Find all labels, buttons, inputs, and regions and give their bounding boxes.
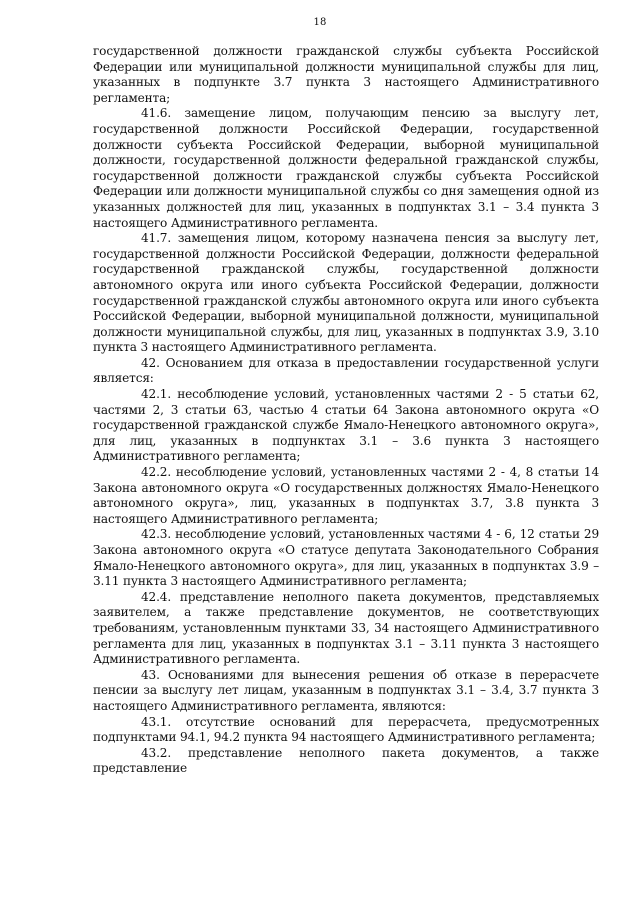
paragraph-41-6: 41.6. замещение лицом, получающим пенсию за выслугу лет, государственной должности Российской Федерации, государственной должности субъекта Российской Федерации, выборной муниципальной должности, государственной должности федеральной гражданской службы, государственной должности гражданской службы субъекта Российской Федерации или должности муниципальной службы со дня замещения одной из указанных должностей для лиц, указанных в подпунктах 3.1 – 3.4 пункта 3 настоящего Административного регламента. xyxy=(93,106,599,230)
paragraph-41-7: 41.7. замещения лицом, которому назначена пенсия за выслугу лет, государственной должности Российской Федерации, должности федеральной государственной гражданской службы, государственной должности автономного округа или иного субъекта Российской Федерации, должности государственной гражданской службы автономного округа или иного субъекта Российской Федерации, выборной муниципальной должности, муниципальной должности муниципальной службы, для лиц, указанных в подпунктах 3.9, 3.10 пункта 3 настоящего Административного регламента. xyxy=(93,231,599,355)
page-number: 18 xyxy=(313,17,327,28)
paragraph-continuation: государственной должности гражданской службы субъекта Российской Федерации или муниципальной должности муниципальной службы для лиц, указанных в подпункте 3.7 пункта 3 настоящего Административного регламента; xyxy=(93,44,599,105)
paragraph-42-4: 42.4. представление неполного пакета документов, представляемых заявителем, а также представление документов, не соответствующих требованиям, установленным пунктами 33, 34 настоящего Административного регламента для лиц, указанных в подпунктах 3.1 – 3.11 пункта 3 настоящего Административного регламента. xyxy=(93,589,599,667)
paragraph-43-1: 43.1. отсутствие оснований для перерасчета, предусмотренных подпунктами 94.1, 94.2 пункта 94 настоящего Административного регламента; xyxy=(93,714,599,745)
paragraph-43-2: 43.2. представление неполного пакета документов, а также представление xyxy=(93,745,599,776)
paragraph-43: 43. Основаниями для вынесения решения об отказе в перерасчете пенсии за выслугу лет лицам, указанным в подпунктах 3.1 – 3.4, 3.7 пункта 3 настоящего Административного регламента, являются: xyxy=(93,667,599,713)
paragraph-42-2: 42.2. несоблюдение условий, установленных частями 2 - 4, 8 статьи 14 Закона автономного округа «О государственных должностях Ямало-Ненецкого автономного округа», лиц, указанных в подпунктах 3.7, 3.8 пункта 3 настоящего Административного регламента; xyxy=(93,465,599,526)
paragraph-42-1: 42.1. несоблюдение условий, установленных частями 2 - 5 статьи 62, частями 2, 3 статьи 63, частью 4 статьи 64 Закона автономного округа «О государственной гражданской службе Ямало-Ненецкого автономного округа», для лиц, указанных в подпунктах 3.1 – 3.6 пункта 3 настоящего Административного регламента; xyxy=(93,387,599,464)
document-body xyxy=(93,44,599,777)
paragraph-42: 42. Основанием для отказа в предоставлении государственной услуги является: xyxy=(93,355,599,386)
paragraph-42-3: 42.3. несоблюдение условий, установленных частями 4 - 6, 12 статьи 29 Закона автономного округа «О статусе депутата Законодательного Собрания Ямало-Ненецкого автономного округа», для лиц, указанных в подпунктах 3.9 – 3.11 пункта 3 настоящего Административного регламента; xyxy=(93,527,599,589)
